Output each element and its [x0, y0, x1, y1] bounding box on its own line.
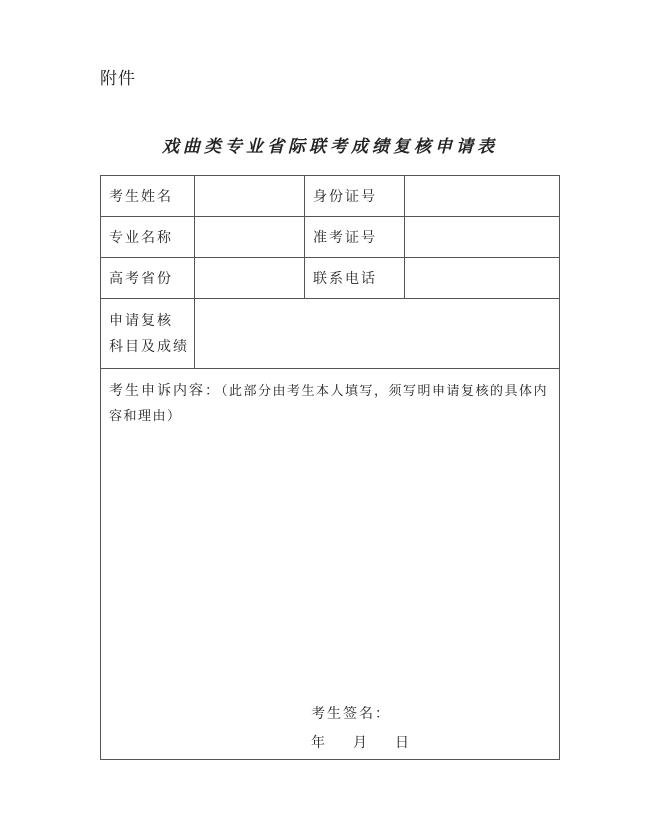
label-phone: 联系电话: [305, 258, 405, 298]
field-student-name[interactable]: [195, 176, 305, 216]
label-review-subjects: [101, 299, 195, 368]
form-row-major: [101, 217, 559, 258]
form-row-name: [101, 176, 559, 217]
field-admission-ticket[interactable]: [405, 217, 559, 257]
form-row-subjects: [101, 299, 559, 369]
field-id-number[interactable]: [405, 176, 559, 216]
label-exam-province: 高考省份: [101, 258, 195, 298]
signature-label: 考生签名：: [311, 706, 391, 722]
label-admission-ticket: 准考证号: [305, 217, 405, 257]
field-major-name[interactable]: [195, 217, 305, 257]
field-phone[interactable]: [405, 258, 559, 298]
appeal-instructions: [109, 379, 555, 429]
date-month: 月: [353, 735, 369, 751]
appeal-instruction-text: （此部分由考生本人填写，须写明申请复核的具体内容和理由）: [109, 384, 549, 424]
date-line: [311, 732, 411, 752]
appeal-section[interactable]: [101, 369, 559, 759]
date-day: 日: [395, 735, 411, 751]
label-student-name: 考生姓名: [101, 176, 195, 216]
attachment-label: 附件: [100, 69, 136, 89]
form-title: 戏曲类专业省际联考成绩复核申请表: [162, 137, 498, 157]
label-id-number: 身份证号: [305, 176, 405, 216]
form-row-province: [101, 258, 559, 299]
application-form: [100, 175, 560, 760]
field-review-subjects[interactable]: [195, 299, 559, 368]
label-review-subjects-line1: 申请复核: [109, 312, 173, 329]
label-review-subjects-line2: 科目及成绩: [109, 338, 189, 355]
label-major-name: 专业名称: [101, 217, 195, 257]
field-exam-province[interactable]: [195, 258, 305, 298]
appeal-label: 考生申诉内容：: [109, 383, 221, 399]
date-year: 年: [311, 735, 327, 751]
